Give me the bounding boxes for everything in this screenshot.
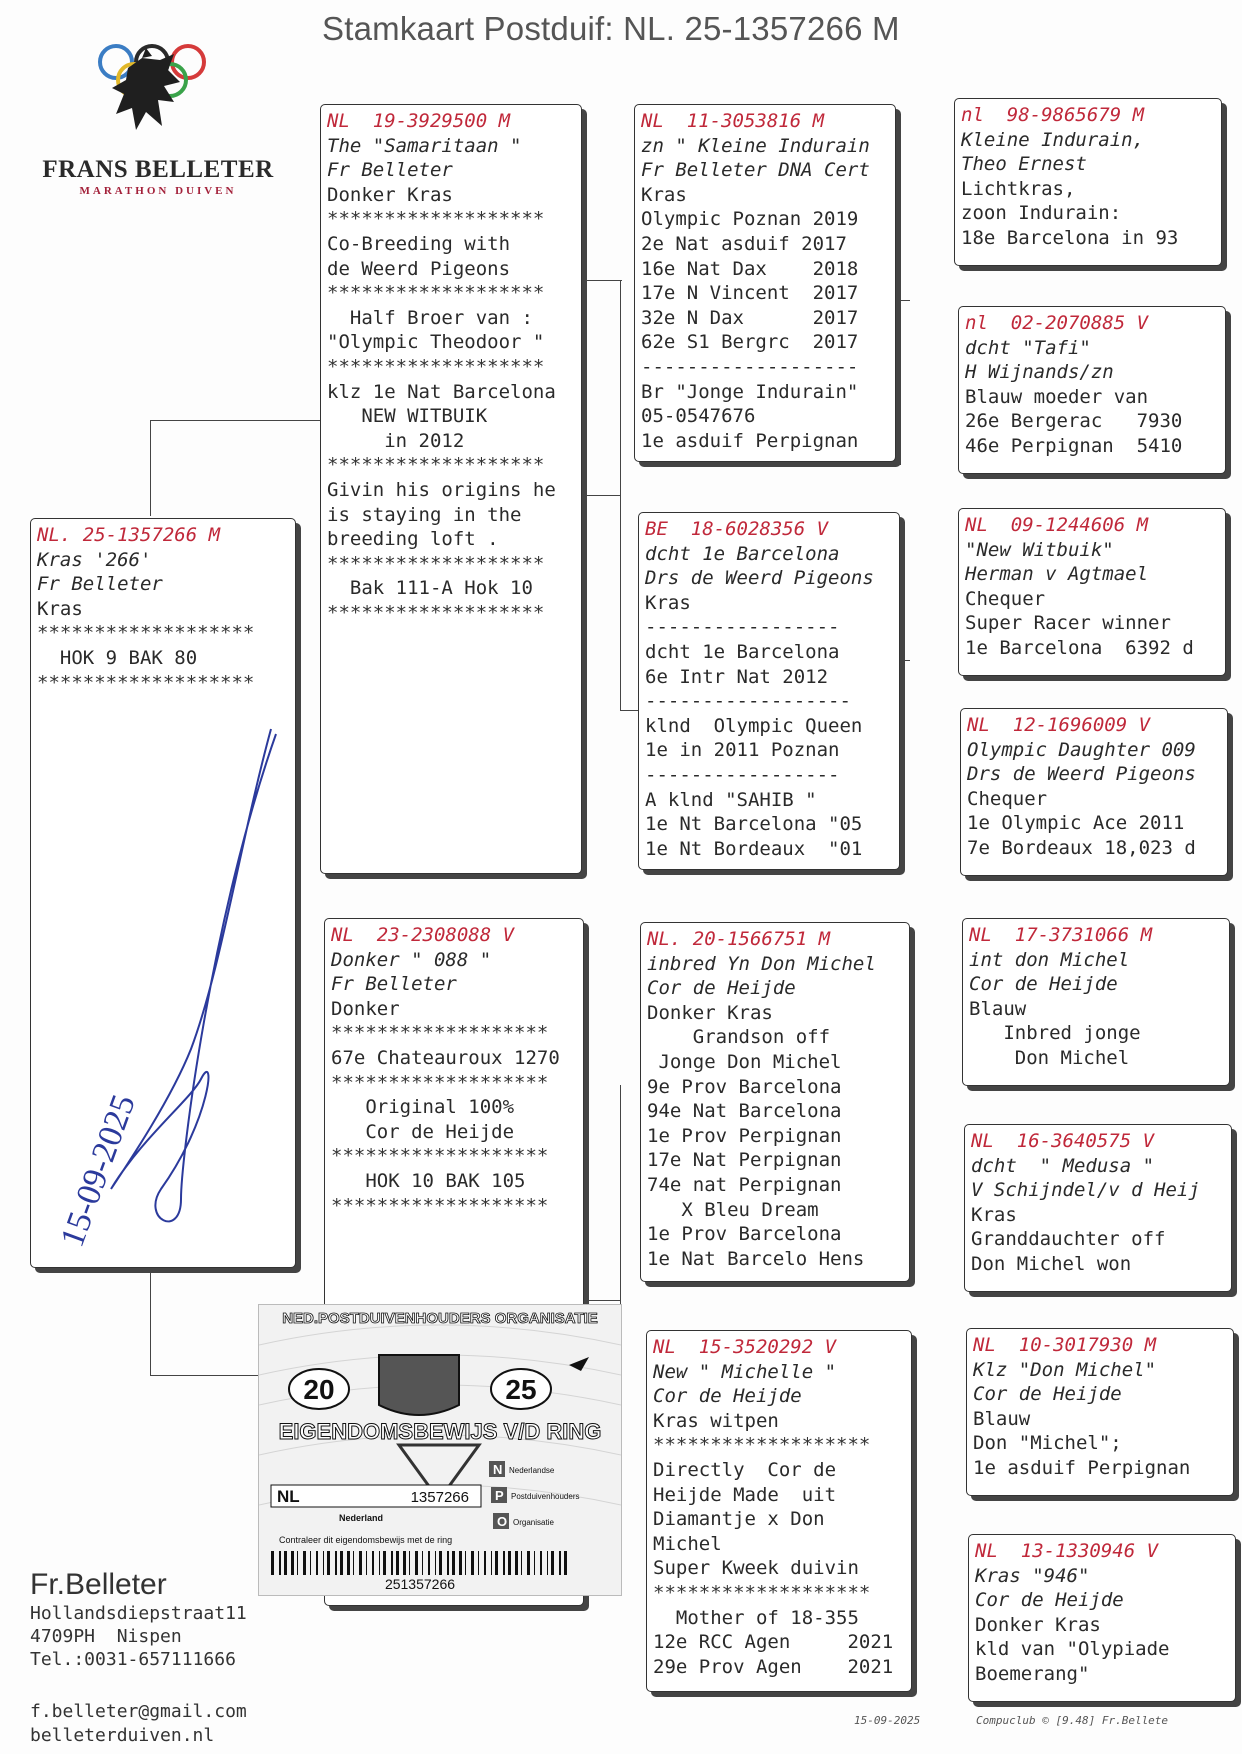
ring-number: nl 02-2070885 V [965,312,1149,334]
svg-text:N: N [493,1462,503,1477]
barcode-bar [366,1551,367,1575]
address-street: Hollandsdiepstraat11 [30,1603,247,1624]
ring-number: NL 17-3731066 M [969,924,1153,946]
telephone: Tel.:0031-657111666 [30,1649,236,1670]
certificate-country: NL [277,1487,300,1506]
card-dam-dam: NL 15-3520292 V New " Michelle " Cor de Heijde Kras witpen ******************* Directly Cor de Heijde Made uit Diamantje x Don Michel Super Kweek duivin ******************* Mother of 18-355 12e RCC Agen 2021 29e Prov Agen 2021 [646,1330,912,1692]
barcode-bar [435,1551,436,1575]
card-sire-dam: BE 18-6028356 V dcht 1e Barcelona Drs de Weerd Pigeons Kras ----------------- dcht 1e Barcelona 6e Intr Nat 2012 ------------------ klnd Olympic Queen 1e in 2011 Poznan ----------------- A klnd "SAHIB " 1e Nt Barcelona "05 1e Nt Bordeaux "01 [638,512,900,870]
ring-number: NL 11-3053816 M [641,110,825,132]
barcode-bar [297,1551,298,1575]
barcode-bar [503,1551,505,1575]
barcode-bar [471,1551,474,1575]
barcode-number: 251357266 [384,1576,456,1592]
card-ssd: nl 02-2070885 V dcht "Tafi" H Wijnands/zn Blauw moeder van 26e Bergerac 7930 46e Perpignan 5410 [958,306,1226,474]
handwritten-signature [41,719,291,1268]
barcode-bar [422,1551,423,1575]
card-ddd: NL 13-1330946 V Kras "946" Cor de Heijde Donker Kras kld van "Olypiade Boemerang" [968,1534,1236,1702]
barcode-bar [396,1551,399,1575]
certificate-letter-o: Organisatie [513,1518,554,1527]
barcode-bar [447,1551,449,1575]
barcode-bar [534,1551,535,1575]
footer-software: Compuclub © [9.48] Fr.Bellete [976,1714,1169,1727]
ring-number: NL 10-3017930 M [973,1334,1157,1356]
ring-number: NL. 25-1357266 M [37,524,221,546]
address-city: 4709PH Nispen [30,1626,182,1647]
ring-number: NL 19-3929500 M [327,110,511,132]
card-sds: NL 09-1244606 M "New Witbuik" Herman v Agtmael Chequer Super Racer winner 1e Barcelona 6392 d [958,508,1226,676]
certificate-title: EIGENDOMSBEWIJS V/D RING [278,1419,602,1444]
card-dds: NL 10-3017930 M Klz "Don Michel" Cor de Heijde Blauw Don "Michel"; 1e asduif Perpignan [966,1328,1234,1496]
ownership-certificate [258,1304,622,1596]
barcode-bar [347,1551,350,1575]
barcode-bar [359,1551,362,1575]
card-dam: NL 23-2308088 V Donker " 088 " Fr Belleter Donker ******************* 67e Chateauroux 1270 ******************* Original 100% Cor de Heijde ******************* HOK 10 BAK 105 ******************* [324,918,584,1606]
card-sire-sire: NL 11-3053816 M zn " Kleine Indurain Fr Belleter DNA Cert Kras Olympic Poznan 2019 2e Nat asduif 2017 16e Nat Dax 2018 17e N Vincent 2017 32e N Dax 2017 62e S1 Bergrc 2017 ------------------- Br "Jonge Indurain" 05-0547676 1e asduif Perpignan [634,104,896,462]
ring-number: NL 09-1244606 M [965,514,1149,536]
barcode-bar [284,1551,287,1575]
logo-subtitle: MARATHON DUIVEN [79,185,237,197]
card-sire: NL 19-3929500 M The "Samaritaan " Fr Belleter Donker Kras ******************* Co-Breeding with de Weerd Pigeons ******************* Half Broer van : "Olympic Theodoor " ******************* klz 1e Nat Barcelona NEW WITBUIK in 2012 ******************* Givin his origins he is staying in the breeding loft . ******************* Bak 111-A Hok 10 ******************* [320,104,582,874]
barcode-bar [465,1551,466,1575]
card-dam-sire: NL. 20-1566751 M inbred Yn Don Michel Cor de Heijde Donker Kras Grandson off Jonge Don Michel 9e Prov Barcelona 94e Nat Barcelona 1e Prov Perpignan 17e Nat Perpignan 74e nat Perpignan X Bleu Dream 1e Prov Barcelona 1e Nat Barcelo Hens [640,922,910,1282]
ring-number: NL 12-1696009 V [967,714,1151,736]
card-sdd: NL 12-1696009 V Olympic Daughter 009 Drs de Weerd Pigeons Chequer 1e Olympic Ace 2011 7e Bordeaux 18,023 d [960,708,1228,876]
lion-rings-emblem [24,30,286,160]
svg-text:P: P [495,1488,504,1503]
ring-number: nl 98-9865679 M [961,104,1145,126]
certificate-letter-n: Nederlandse [509,1466,555,1475]
certificate-letter-p: Postduivenhouders [511,1492,580,1501]
barcode-bar [527,1551,530,1575]
barcode-bar [340,1551,343,1575]
barcode-bar [540,1551,542,1575]
barcode-bar [547,1551,548,1575]
logo [24,30,286,200]
barcode-bar [379,1551,380,1575]
barcode-bar [484,1551,486,1575]
barcode-bar [564,1551,567,1575]
barcode-bar [508,1551,511,1575]
barcode-bar [495,1551,498,1575]
barcode-bar [403,1551,406,1575]
signature-date: 15-09-2025 [53,1089,143,1252]
barcode-bar [353,1551,354,1575]
barcode-bar [459,1551,462,1575]
barcode-bar [452,1551,455,1575]
barcode-bar [279,1551,281,1575]
certificate-year-left: 20 [303,1374,335,1405]
page-title: Stamkaart Postduif: NL. 25-1357266 M [322,10,900,47]
ring-number: NL 23-2308088 V [331,924,515,946]
certificate-year-right: 25 [505,1374,537,1405]
footer-date: 15-09-2025 [854,1714,921,1727]
barcode-bar [335,1551,337,1575]
email-link[interactable]: f.belleter@gmail.com [30,1701,247,1722]
ring-number: NL 15-3520292 V [653,1336,837,1358]
barcode-bar [428,1551,430,1575]
barcode-bar [271,1551,274,1575]
barcode-bar [478,1551,479,1575]
crest-icon [379,1355,459,1415]
logo-name: FRANS BELLETER [42,156,274,183]
barcode-bar [515,1551,518,1575]
ring-number: BE 18-6028356 V [645,518,829,540]
website-link[interactable]: belleterduiven.nl [30,1725,215,1746]
card-dsd: NL 16-3640575 V dcht " Medusa " V Schijndel/v d Heij Kras Granddauchter off Don Michel won [964,1124,1232,1292]
barcode-bar [521,1551,522,1575]
certificate-org: NED.POSTDUIVENHOUDERS ORGANISATIE [282,1310,598,1327]
barcode-bar [391,1551,393,1575]
barcode-bar [372,1551,374,1575]
barcode-bar [327,1551,330,1575]
svg-text:O: O [497,1514,508,1529]
ring-number: NL. 20-1566751 M [647,928,831,950]
barcode-bar [439,1551,442,1575]
barcode-bar [415,1551,418,1575]
barcode-bar [303,1551,306,1575]
ring-number: NL 13-1330946 V [975,1540,1159,1562]
barcode-bar [323,1551,324,1575]
card-subject: NL. 25-1357266 M Kras '266' Fr Belleter Kras ******************* HOK 9 BAK 80 ******************* 15-09-2025 [30,518,296,1268]
certificate-nederland: Nederland [339,1513,384,1523]
barcode-bar [383,1551,386,1575]
barcode-bar [310,1551,311,1575]
barcode-bar [316,1551,318,1575]
card-sss: nl 98-9865679 M Kleine Indurain, Theo Ernest Lichtkras, zoon Indurain: 18e Barcelona in 93 [954,98,1222,266]
certificate-ring: 1357266 [410,1489,469,1506]
barcode-bar [491,1551,492,1575]
ring-number: NL 16-3640575 V [971,1130,1155,1152]
barcode-bar [559,1551,561,1575]
barcode-bar [291,1551,294,1575]
barcode-bar [409,1551,410,1575]
certificate-notice: Contraleer dit eigendomsbewijs met de ring [279,1535,453,1545]
breeder-contact [30,1568,247,1671]
card-dss: NL 17-3731066 M int don Michel Cor de Heijde Blauw Inbred jonge Don Michel [962,918,1230,1086]
breeder-name: Fr.Belleter [30,1568,167,1601]
breeder-online [30,1700,247,1748]
barcode-bar [551,1551,554,1575]
certificate-graphic [259,1305,621,1595]
